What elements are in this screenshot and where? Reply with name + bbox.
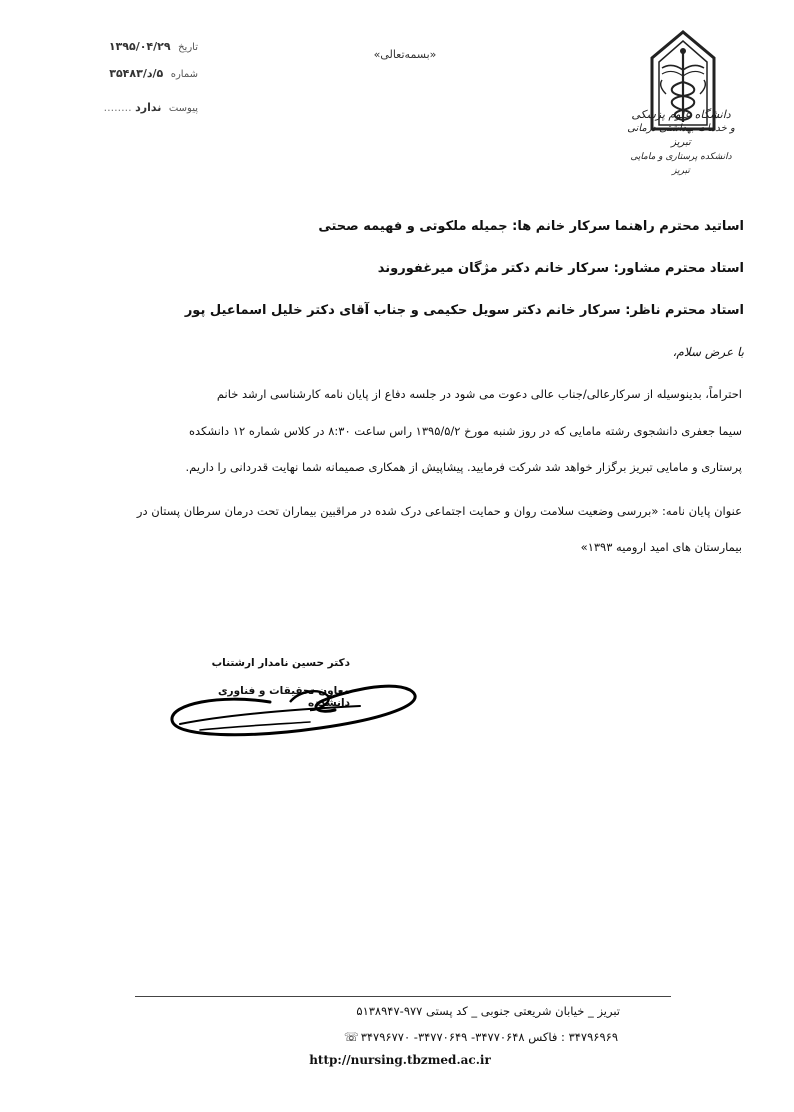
thesis-title-line-1: عنوان پایان نامه: «بررسی وضعیت سلامت روان و حمایت اجتماعی درک شده در مراقبین بیماران تحت درمان سرطان پستان در: [136, 504, 742, 518]
attachment-dots: ........: [103, 101, 132, 114]
footer-phones: [190, 1030, 618, 1044]
signatory-title: معاون تحقیقات و فناوری دانشکده: [217, 685, 350, 709]
logo-caption-line1: دانشگاه علوم پزشکی: [631, 108, 731, 121]
footer-phone-text: ۳۴۷۹۶۹۶۹ : فاکس ۳۴۷۷۰۶۴۸- ۳۴۷۷۰۶۴۹- ۳۴۷۹۶۷۷۰: [360, 1030, 618, 1044]
basmala: «بسمه‌تعالی»: [373, 48, 437, 61]
number-row: [88, 67, 198, 85]
attachment-label: پیوست: [168, 103, 198, 114]
body-line-1: احتراماً، بدینوسیله از سرکارعالی/جناب عالی دعوت می شود در جلسه دفاع از پایان نامه کارشناسی ارشد خانم: [216, 387, 742, 401]
attachment-value: ندارد: [135, 101, 162, 114]
number-value: ۵/د/۳۵۴۸۳: [109, 67, 164, 80]
thesis-title-line-2: بیمارستان های امید ارومیه ۱۳۹۳»: [580, 540, 742, 554]
number-label: شماره: [170, 69, 198, 80]
logo-caption-line3: دانشکده پرستاری و مامایی تبریز: [630, 152, 732, 176]
addressee-advisors: اساتید محترم راهنما سرکار خانم ها: جمیله ملکوتی و فهیمه صحتی: [318, 219, 744, 234]
date-value: ۱۳۹۵/۰۴/۲۹: [108, 40, 171, 53]
date-label: تاریخ: [178, 42, 198, 53]
greeting: با عرض سلام،: [672, 345, 744, 359]
signatory-name: دکتر حسین نامدار ارشتناب: [211, 657, 350, 669]
logo-caption-line2: و خدمات بهداشتی درمانی تبریز: [627, 123, 735, 148]
fax-icon: ☏: [343, 1030, 359, 1044]
handwritten-signature: [160, 680, 450, 750]
addressee-consultant: استاد محترم مشاور: سرکار خانم دکتر مژگان میرغفوروند: [377, 261, 744, 276]
footer-divider: [135, 996, 671, 997]
addressee-supervisors: استاد محترم ناظر: سرکار خانم دکتر سویل حکیمی و جناب آقای دکتر خلیل اسماعیل پور: [184, 303, 744, 318]
attachment-row: [88, 101, 198, 119]
body-line-2: سیما جعفری دانشجوی رشته مامایی که در روز شنبه مورخ ۱۳۹۵/۵/۲ راس ساعت ۸:۳۰ در کلاس شماره ۱۲ دانشکده: [188, 424, 742, 438]
footer-website-link[interactable]: http://nursing.tbzmed.ac.ir: [309, 1053, 491, 1067]
footer-address: تبریز _ خیابان شریعتی جنوبی _ کد پستی ۹۷۷-۵۱۳۸۹۴۷: [356, 1004, 620, 1018]
logo-caption: [622, 108, 740, 180]
date-row: [88, 40, 198, 58]
body-line-3: پرستاری و مامایی تبریز برگزار خواهد شد شرکت فرمایید. پیشاپیش از همکاری صمیمانه شما نهایت قدردانی را داریم.: [185, 460, 742, 474]
